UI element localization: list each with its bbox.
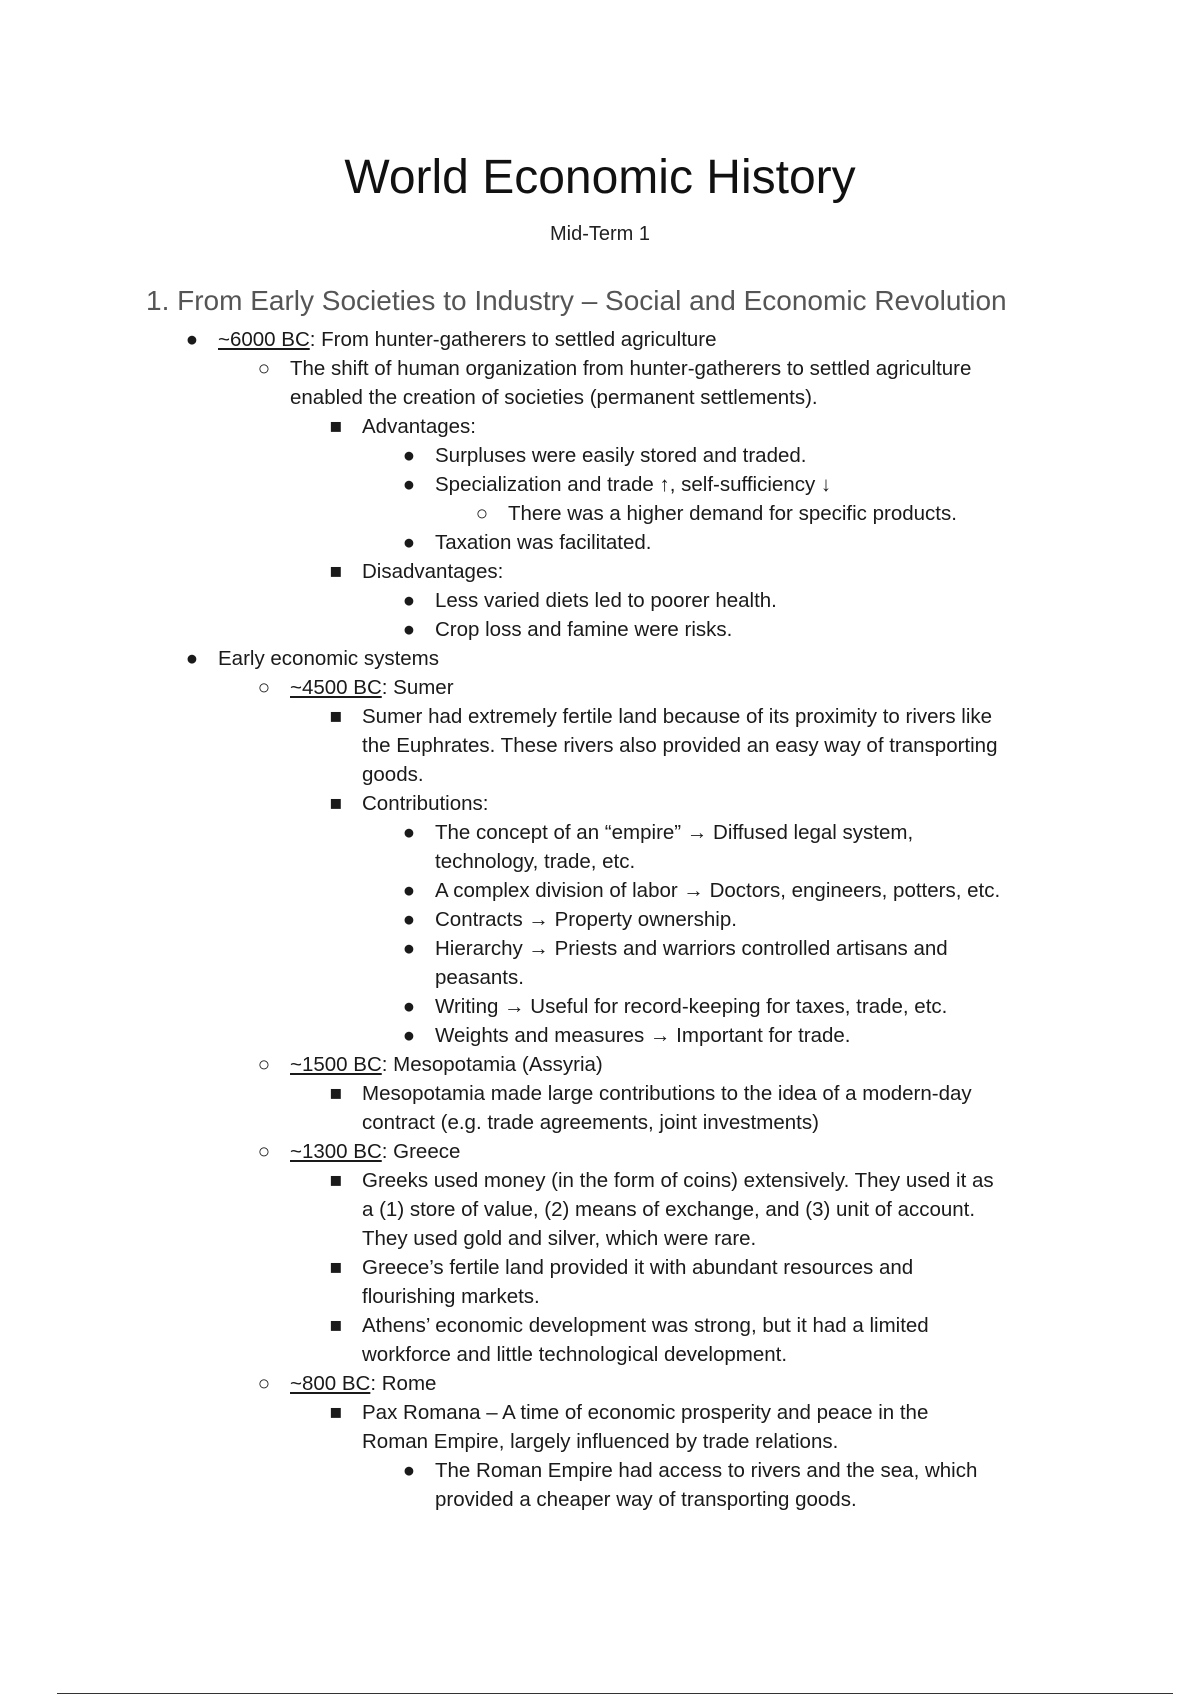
bullet-icon: ● bbox=[185, 647, 199, 670]
circle-bullet-icon: ○ bbox=[257, 676, 271, 699]
list-item bbox=[402, 1021, 851, 1050]
list-item bbox=[402, 905, 737, 934]
item-text-continued: enabled the creation of societies (permanent settlements). bbox=[290, 386, 818, 409]
list-item bbox=[257, 673, 454, 702]
bullet-icon: ● bbox=[402, 937, 416, 960]
list-item bbox=[329, 1253, 914, 1282]
date-label: ~4500 BC bbox=[290, 676, 382, 699]
item-text: : Sumer bbox=[381, 676, 454, 699]
item-text: Hierarchy → Priests and warriors controlled artisans and bbox=[435, 937, 948, 960]
list-item bbox=[329, 789, 489, 818]
item-text: Surpluses were easily stored and traded. bbox=[435, 444, 807, 467]
list-item bbox=[402, 818, 914, 847]
item-text: The Roman Empire had access to rivers and the sea, which bbox=[435, 1459, 978, 1482]
item-text: The shift of human organization from hunter-gatherers to settled agriculture bbox=[290, 357, 972, 380]
bullet-icon: ● bbox=[402, 473, 416, 496]
square-bullet-icon: ■ bbox=[329, 1401, 343, 1424]
circle-bullet-icon: ○ bbox=[257, 357, 271, 380]
item-text: The concept of an “empire” → Diffused legal system, bbox=[435, 821, 914, 844]
list-item bbox=[402, 934, 948, 963]
item-text: Greece’s fertile land provided it with abundant resources and bbox=[362, 1256, 914, 1279]
circle-bullet-icon: ○ bbox=[475, 502, 489, 525]
list-item bbox=[257, 354, 972, 383]
date-label: ~6000 BC bbox=[218, 328, 310, 351]
item-text: Disadvantages: bbox=[362, 560, 504, 583]
list-item bbox=[402, 615, 733, 644]
bullet-icon: ● bbox=[402, 995, 416, 1018]
date-label: ~1300 BC bbox=[290, 1140, 382, 1163]
list-item bbox=[402, 470, 832, 499]
item-text: Advantages: bbox=[362, 415, 476, 438]
list-item bbox=[185, 325, 717, 354]
item-text: Contributions: bbox=[362, 792, 489, 815]
list-item bbox=[329, 1166, 994, 1195]
section-heading: 1. From Early Societies to Industry – Social and Economic Revolution bbox=[146, 285, 1007, 316]
item-text-continued: provided a cheaper way of transporting goods. bbox=[435, 1488, 857, 1511]
square-bullet-icon: ■ bbox=[329, 1256, 343, 1279]
item-text: Greeks used money (in the form of coins) extensively. They used it as bbox=[362, 1169, 994, 1192]
list-item bbox=[257, 1137, 461, 1166]
circle-bullet-icon: ○ bbox=[257, 1372, 271, 1395]
item-text: Athens’ economic development was strong, but it had a limited bbox=[362, 1314, 929, 1337]
bullet-icon: ● bbox=[402, 1459, 416, 1482]
item-text: : Mesopotamia (Assyria) bbox=[381, 1053, 603, 1076]
bullet-icon: ● bbox=[402, 879, 416, 902]
page-divider bbox=[57, 1693, 1173, 1694]
document-title: World Economic History bbox=[344, 151, 856, 204]
item-text-continued: goods. bbox=[362, 763, 424, 786]
item-text-continued: Roman Empire, largely influenced by trade relations. bbox=[362, 1430, 839, 1453]
square-bullet-icon: ■ bbox=[329, 1169, 343, 1192]
item-text: Weights and measures → Important for trade. bbox=[435, 1024, 851, 1047]
bullet-icon: ● bbox=[402, 589, 416, 612]
circle-bullet-icon: ○ bbox=[257, 1140, 271, 1163]
square-bullet-icon: ■ bbox=[329, 705, 343, 728]
item-text: Contracts → Property ownership. bbox=[435, 908, 737, 931]
list-item bbox=[329, 1311, 929, 1340]
list-item bbox=[329, 702, 993, 731]
list-item bbox=[329, 1398, 929, 1427]
item-text: Taxation was facilitated. bbox=[435, 531, 652, 554]
list-item bbox=[185, 644, 440, 673]
date-label: ~1500 BC bbox=[290, 1053, 382, 1076]
list-item bbox=[329, 557, 504, 586]
item-text-continued: flourishing markets. bbox=[362, 1285, 540, 1308]
list-item bbox=[402, 876, 1001, 905]
item-text-continued: workforce and little technological development. bbox=[362, 1343, 788, 1366]
item-text: Less varied diets led to poorer health. bbox=[435, 589, 777, 612]
item-text: Early economic systems bbox=[218, 647, 440, 670]
item-text: A complex division of labor → Doctors, engineers, potters, etc. bbox=[435, 879, 1001, 902]
item-text-continued: They used gold and silver, which were rare. bbox=[362, 1227, 757, 1250]
document-subtitle: Mid-Term 1 bbox=[549, 223, 650, 245]
item-text-continued: technology, trade, etc. bbox=[435, 850, 636, 873]
list-item bbox=[257, 1369, 437, 1398]
circle-bullet-icon: ○ bbox=[257, 1053, 271, 1076]
item-text: Pax Romana – A time of economic prosperity and peace in the bbox=[362, 1401, 929, 1424]
list-item bbox=[402, 441, 807, 470]
list-item bbox=[402, 992, 948, 1021]
bullet-icon: ● bbox=[402, 444, 416, 467]
square-bullet-icon: ■ bbox=[329, 1082, 343, 1105]
list-item bbox=[329, 1079, 972, 1108]
square-bullet-icon: ■ bbox=[329, 560, 343, 583]
square-bullet-icon: ■ bbox=[329, 792, 343, 815]
list-item bbox=[475, 499, 957, 528]
list-item bbox=[329, 412, 476, 441]
bullet-icon: ● bbox=[402, 531, 416, 554]
square-bullet-icon: ■ bbox=[329, 1314, 343, 1337]
item-text-continued: peasants. bbox=[435, 966, 524, 989]
item-text: : From hunter-gatherers to settled agriculture bbox=[309, 328, 717, 351]
bullet-icon: ● bbox=[402, 821, 416, 844]
bullet-icon: ● bbox=[402, 618, 416, 641]
date-label: ~800 BC bbox=[290, 1372, 371, 1395]
item-text: Mesopotamia made large contributions to the idea of a modern-day bbox=[362, 1082, 972, 1105]
item-text: There was a higher demand for specific products. bbox=[508, 502, 957, 525]
list-item bbox=[257, 1050, 603, 1079]
bullet-icon: ● bbox=[185, 328, 199, 351]
item-text-continued: contract (e.g. trade agreements, joint investments) bbox=[362, 1111, 819, 1134]
bullet-icon: ● bbox=[402, 1024, 416, 1047]
item-text: : Greece bbox=[381, 1140, 461, 1163]
square-bullet-icon: ■ bbox=[329, 415, 343, 438]
item-text-continued: a (1) store of value, (2) means of exchange, and (3) unit of account. bbox=[362, 1198, 976, 1221]
item-text-continued: the Euphrates. These rivers also provided an easy way of transporting bbox=[362, 734, 998, 757]
item-text: Writing → Useful for record-keeping for taxes, trade, etc. bbox=[435, 995, 948, 1018]
list-item bbox=[402, 1456, 978, 1485]
list-item bbox=[402, 528, 652, 557]
item-text: : Rome bbox=[370, 1372, 437, 1395]
bullet-icon: ● bbox=[402, 908, 416, 931]
item-text: Sumer had extremely fertile land because of its proximity to rivers like bbox=[362, 705, 993, 728]
item-text: Crop loss and famine were risks. bbox=[435, 618, 733, 641]
item-text: Specialization and trade ↑, self-sufficiency ↓ bbox=[435, 473, 832, 496]
list-item bbox=[402, 586, 777, 615]
